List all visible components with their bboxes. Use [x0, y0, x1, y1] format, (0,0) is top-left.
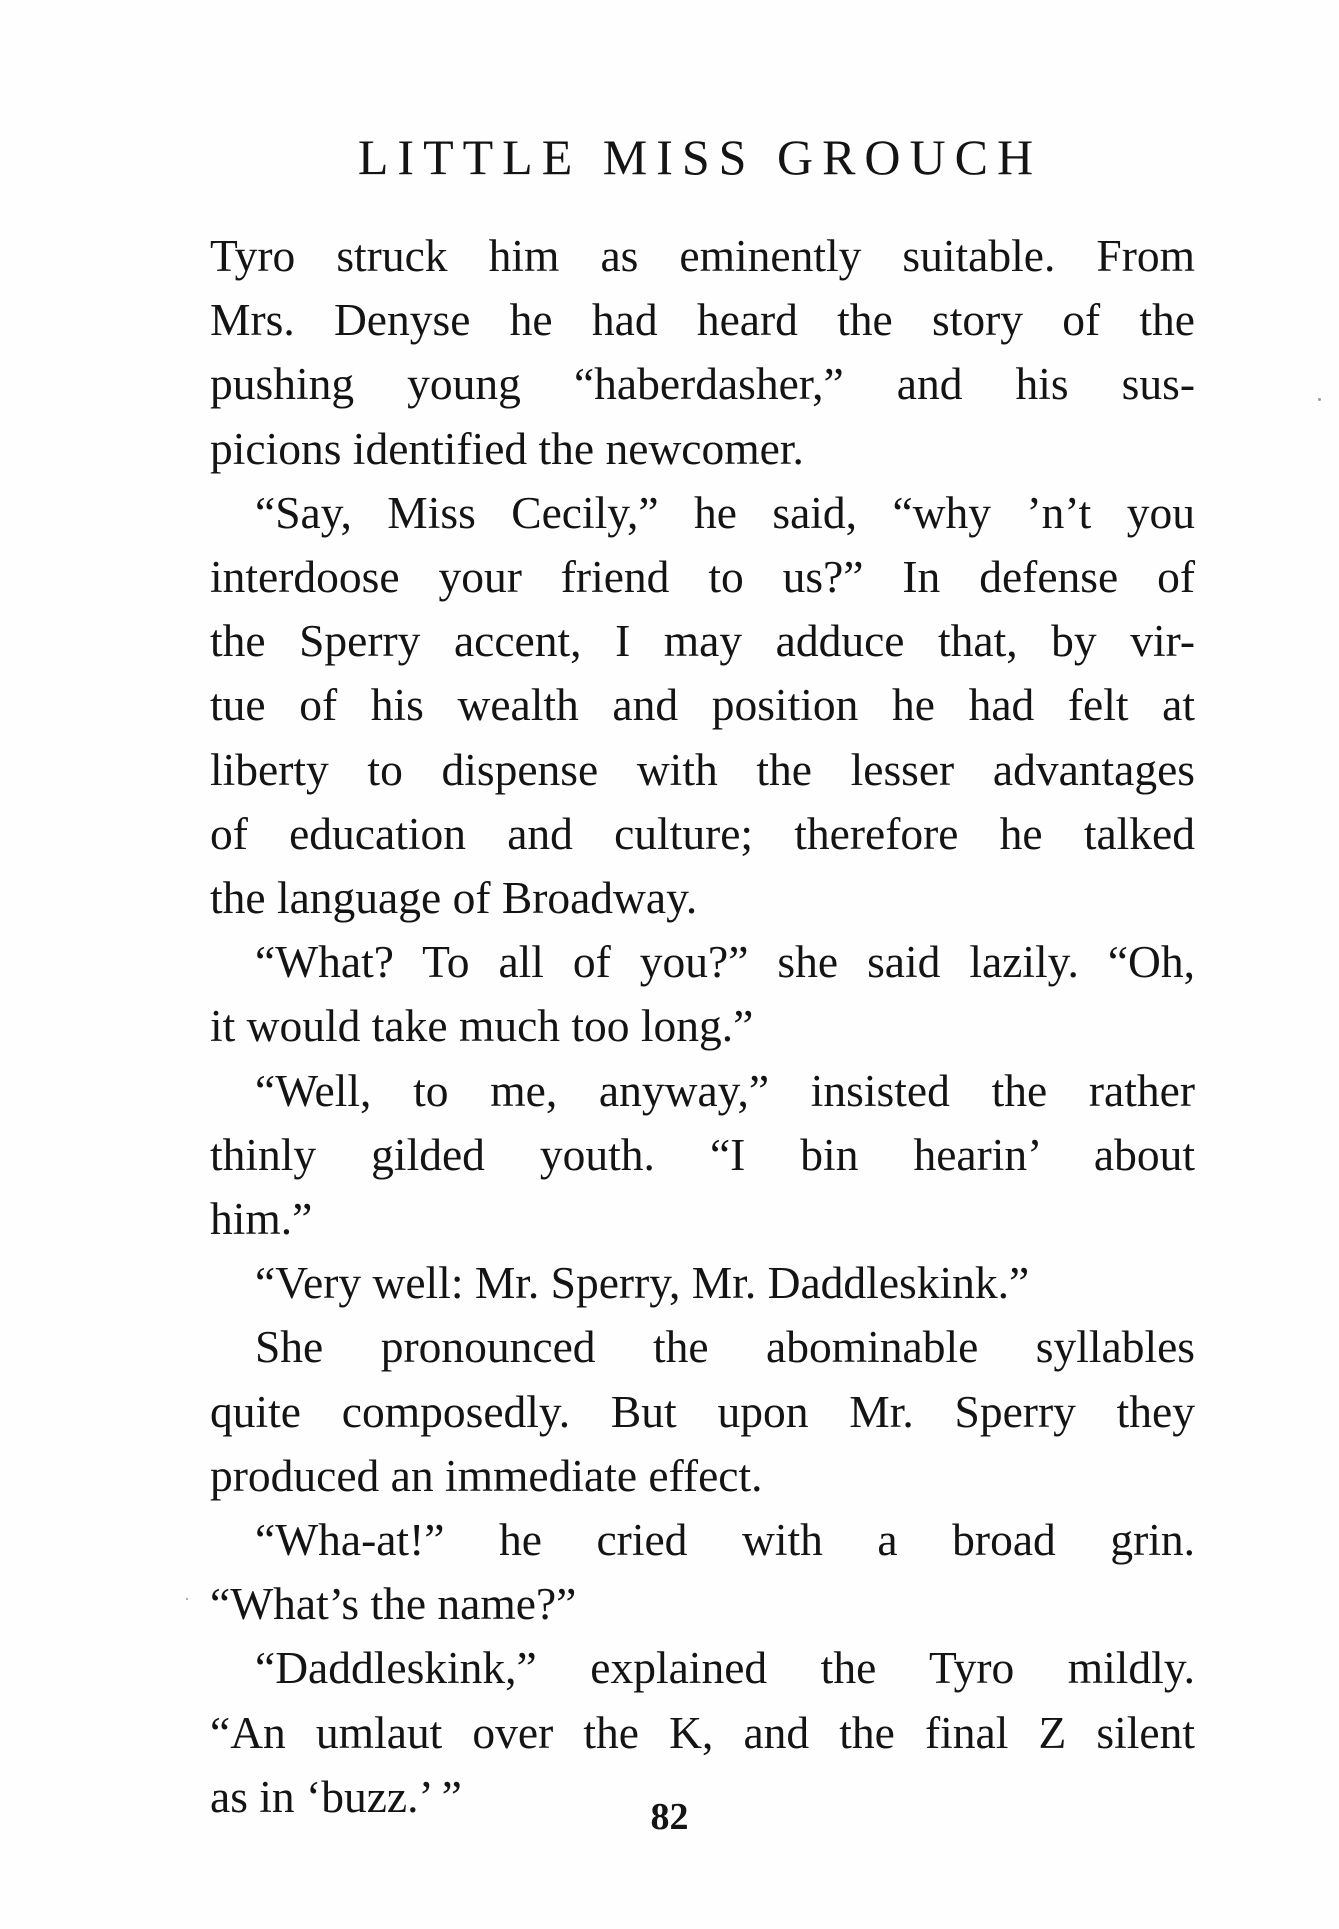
text-line: She pronounced the abominable syllables — [255, 1321, 1195, 1373]
text-line: interdoose your friend to us?” In defense of — [210, 551, 1195, 603]
text-line: him.” — [210, 1193, 313, 1245]
text-line: of education and culture; therefore he talked — [210, 807, 1195, 859]
text-line: “What’s the name?” — [210, 1578, 577, 1630]
running-head: LITTLE MISS GROUCH — [357, 129, 1043, 185]
paragraph — [210, 224, 1195, 481]
text-line: the Sperry accent, I may adduce that, by vir- — [210, 615, 1195, 667]
text-line: Mrs. Denyse he had heard the story of the — [210, 294, 1195, 346]
paragraph — [210, 1059, 1195, 1252]
paper-speck — [1318, 398, 1321, 401]
text-line: “Very well: Mr. Sperry, Mr. Daddleskink.” — [255, 1257, 1030, 1309]
text-line: picions identified the newcomer. — [210, 422, 804, 474]
paper-speck — [186, 1598, 188, 1600]
text-line: it would take much too long.” — [210, 1000, 754, 1052]
paragraph — [210, 1251, 1195, 1315]
text-line: “Wha-at!” he cried with a broad grin. — [255, 1514, 1195, 1566]
text-line: thinly gilded youth. “I bin hearin’ about — [210, 1128, 1195, 1180]
text-line: pushing young “haberdasher,” and his sus- — [210, 358, 1195, 410]
text-line: “Well, to me, anyway,” insisted the rather — [255, 1064, 1195, 1116]
paragraph — [210, 930, 1195, 1058]
paragraph — [210, 1508, 1195, 1636]
text-line: “Daddleskink,” explained the Tyro mildly. — [255, 1642, 1195, 1694]
page-number: 82 — [650, 1796, 689, 1838]
body-text — [210, 224, 1195, 1829]
text-line: liberty to dispense with the lesser advantages — [210, 743, 1195, 795]
text-line: “Say, Miss Cecily,” he said, “why ’n’t you — [255, 486, 1195, 538]
text-line: quite composedly. But upon Mr. Sperry they — [210, 1385, 1195, 1437]
text-line: as in ‘buzz.’ ” — [210, 1770, 462, 1822]
text-line: “An umlaut over the K, and the final Z silent — [210, 1706, 1195, 1758]
text-line: produced an immediate effect. — [210, 1449, 763, 1501]
paragraph — [210, 481, 1195, 930]
text-line: “What? To all of you?” she said lazily. “Oh, — [255, 936, 1195, 988]
text-line: the language of Broadway. — [210, 872, 698, 924]
text-line: tue of his wealth and position he had felt at — [210, 679, 1195, 731]
text-line: Tyro struck him as eminently suitable. From — [210, 230, 1195, 281]
paragraph — [210, 1315, 1195, 1508]
